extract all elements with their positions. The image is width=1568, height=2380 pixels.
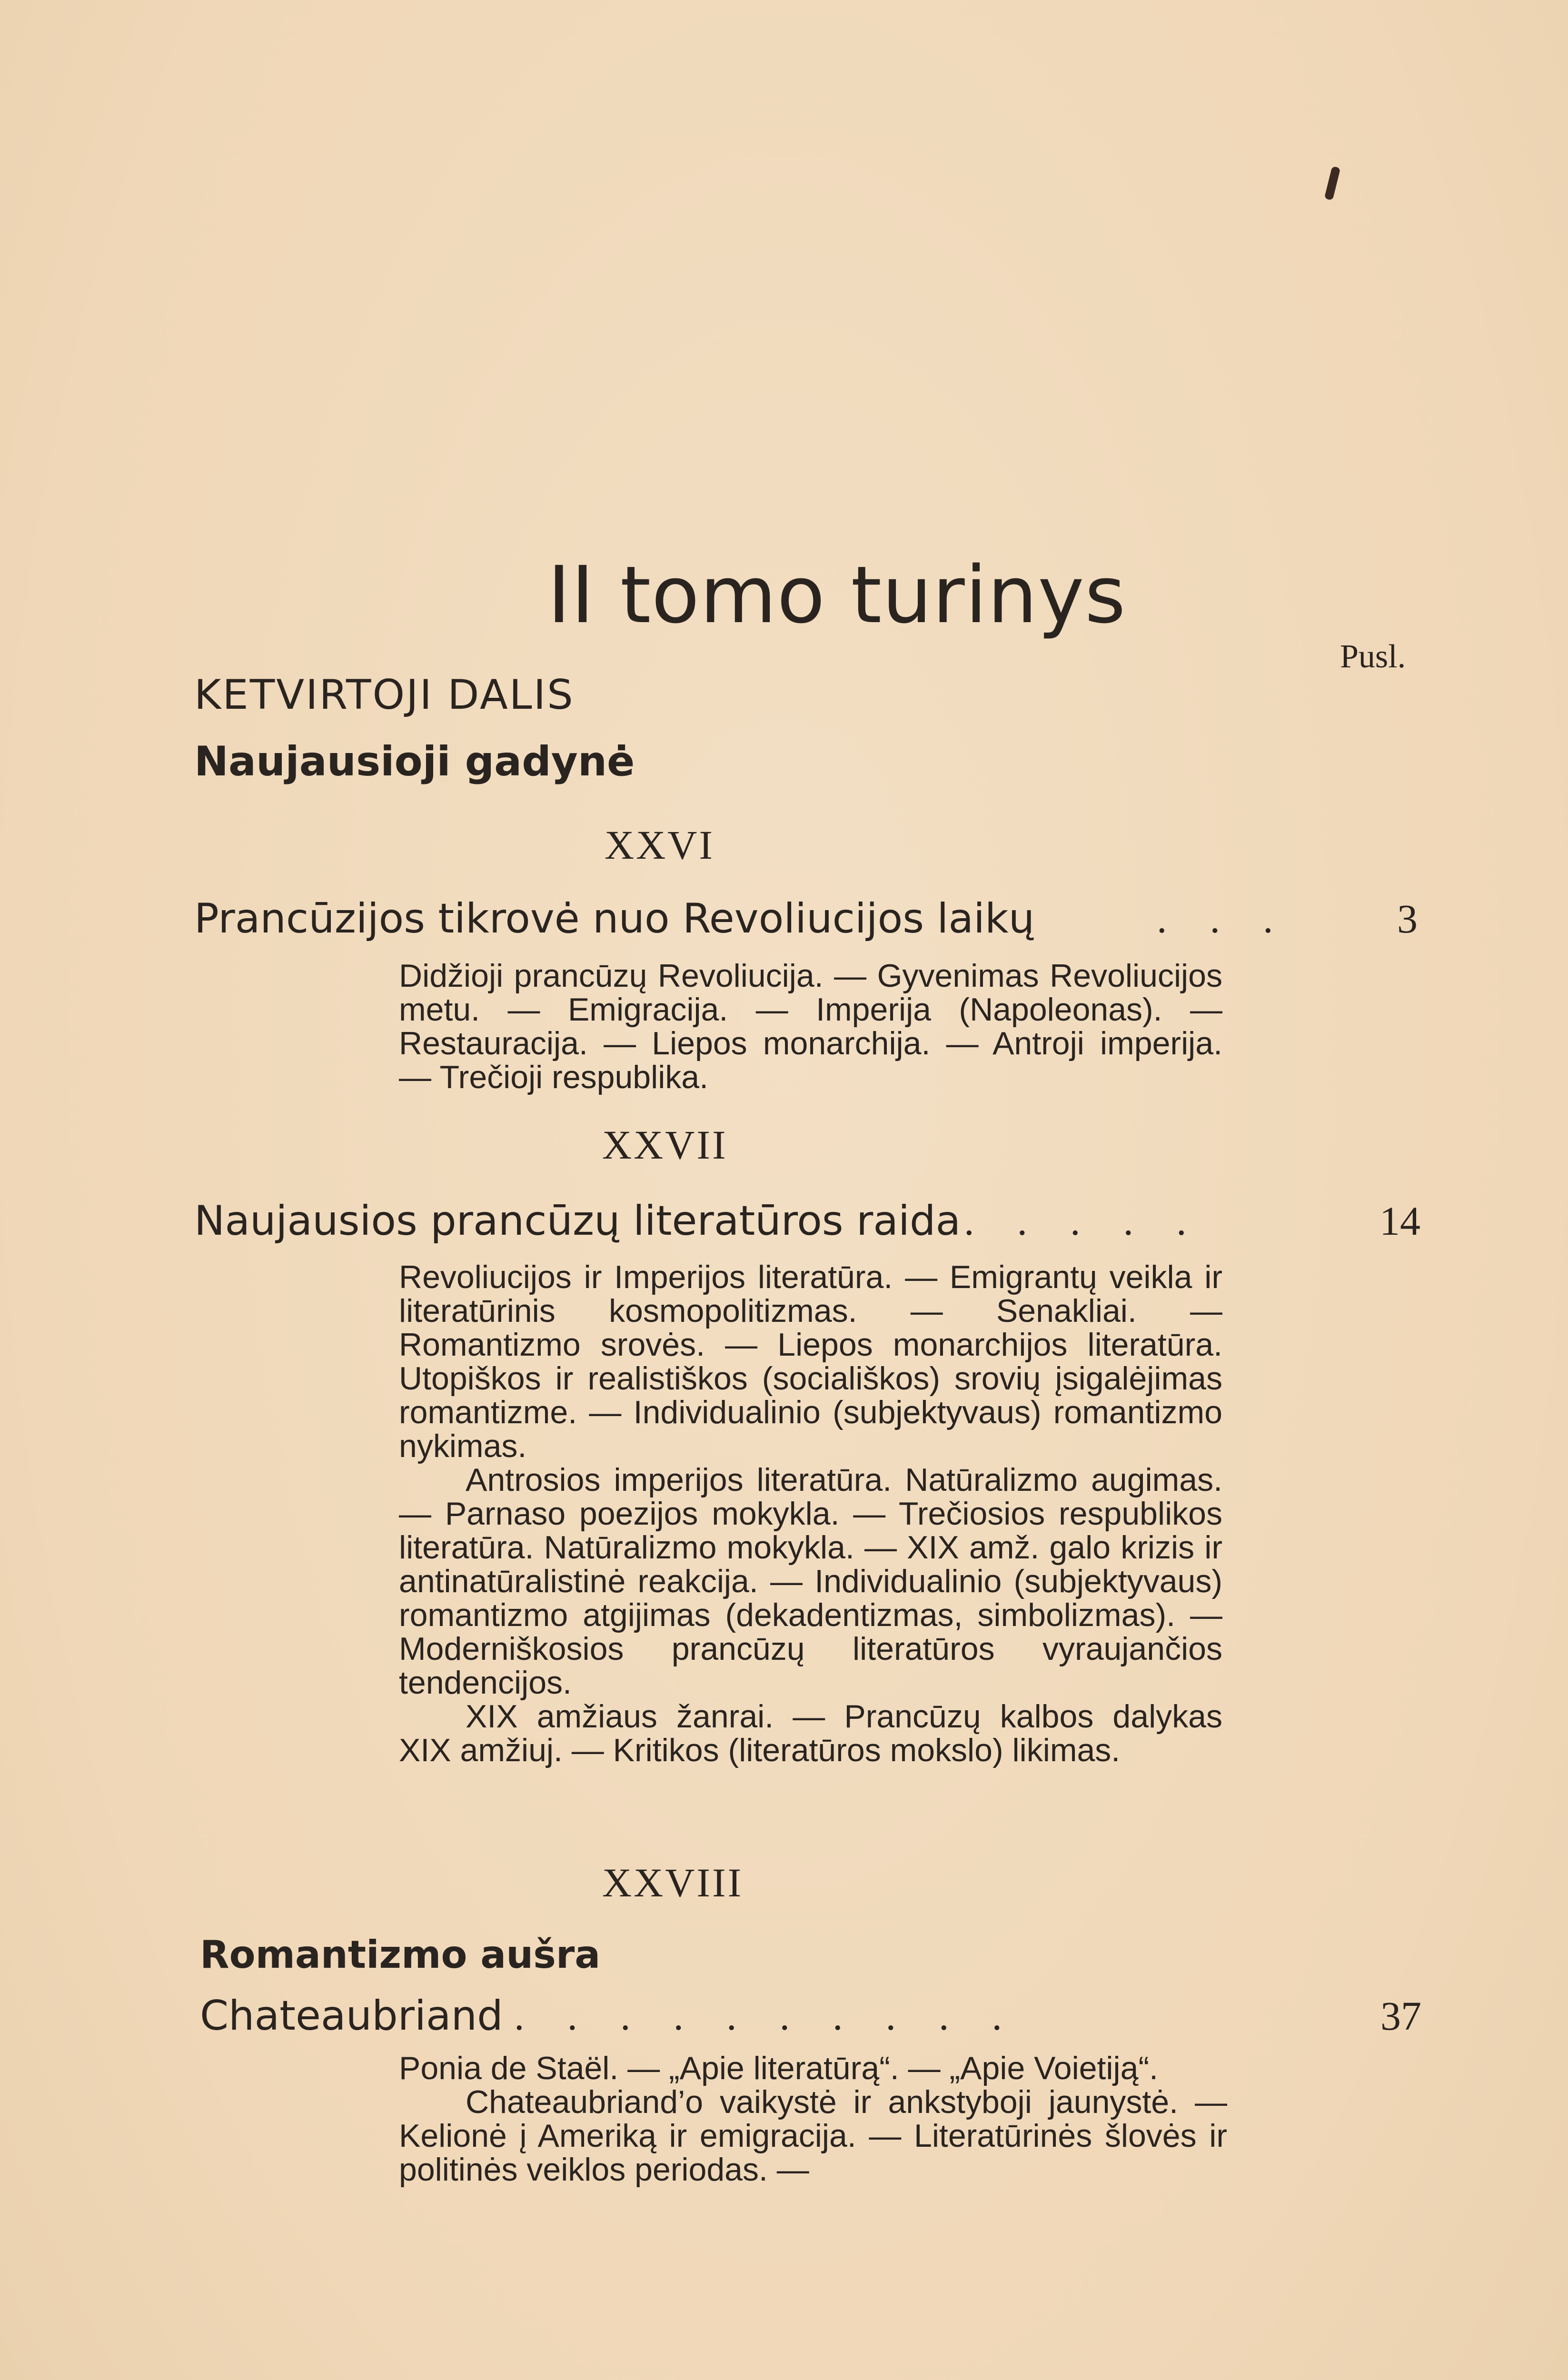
leader-dots: ... xyxy=(1157,896,1316,942)
page-number: 37 xyxy=(1380,1993,1421,2039)
chapter-heading: Chateaubriand xyxy=(200,1992,503,2040)
chapter-roman-numeral: XXVIII xyxy=(602,1860,744,1905)
ink-mark xyxy=(1324,166,1340,200)
chapter-summary xyxy=(399,959,1222,1094)
chapter-roman-numeral: XXVI xyxy=(605,822,715,868)
leader-dots: .......... xyxy=(514,1993,1045,2039)
summary-paragraph: Ponia de Staël. — „Apie literatūrą“. — „Apie Voietiją“. xyxy=(399,2050,1158,2086)
chapter-roman-numeral: XXVII xyxy=(602,1122,728,1168)
page-title: II tomo turinys xyxy=(547,549,1126,641)
page-number: 14 xyxy=(1379,1198,1420,1244)
chapter-heading: Prancūzijos tikrovė nuo Revoliucijos laikų xyxy=(194,895,1035,942)
chapter-heading: Naujausios prancūzų literatūros raida xyxy=(194,1197,961,1245)
part-label: KETVIRTOJI DALIS xyxy=(194,671,575,719)
chapter-summary xyxy=(399,2052,1227,2187)
leader-dots: ..... xyxy=(964,1198,1230,1244)
summary-paragraph: Revoliucijos ir Imperijos literatūra. — Emigrantų veikla ir literatūrinis kosmopolitizmas. — Senakliai. — Romantizmo srovės. — Liepos monarchijos literatūra. Utopiškos ir realistiškos (sociališkos) srovių įsigalėjimas romantizme. — Individualinio (subjektyvaus) romantizmo nykimas. xyxy=(399,1259,1222,1464)
summary-paragraph: Didžioji prancūzų Revoliucija. — Gyvenimas Revoliucijos metu. — Emigracija. — Imperija (Napoleonas). — Restauracija. — Liepos monarchija. — Antroji imperija. — Trečioji respublika. xyxy=(399,958,1222,1095)
chapter-summary xyxy=(399,1260,1222,1767)
summary-paragraph: Chateaubriand’o vaikystė ir ankstyboji jaunystė. — Kelionė į Ameriką ir emigracija. — Literatūrinės šlovės ir politinės veiklos periodas. — xyxy=(399,2084,1227,2188)
summary-paragraph: Antrosios imperijos literatūra. Natūralizmo augimas. — Parnaso poezijos mokykla. — Trečiosios respublikos literatūra. Natūralizmo mokykla. — XIX amž. galo krizis ir antinatūralistinė reakcija. — Individualinio (subjektyvaus) romantizmo atgijimas (dekadentizmas, simbolizmas). — Moderniškosios prancūzų literatūros vyraujančios tendencijos. xyxy=(399,1462,1222,1701)
page-column-label: Pusl. xyxy=(1340,638,1406,675)
section-label: Romantizmo aušra xyxy=(200,1933,601,1977)
page-number: 3 xyxy=(1397,896,1418,942)
era-label: Naujausioji gadynė xyxy=(194,738,635,785)
summary-paragraph: XIX amžiaus žanrai. — Prancūzų kalbos dalykas XIX amžiuj. — Kritikos (literatūros mokslo) likimas. xyxy=(399,1698,1222,1768)
